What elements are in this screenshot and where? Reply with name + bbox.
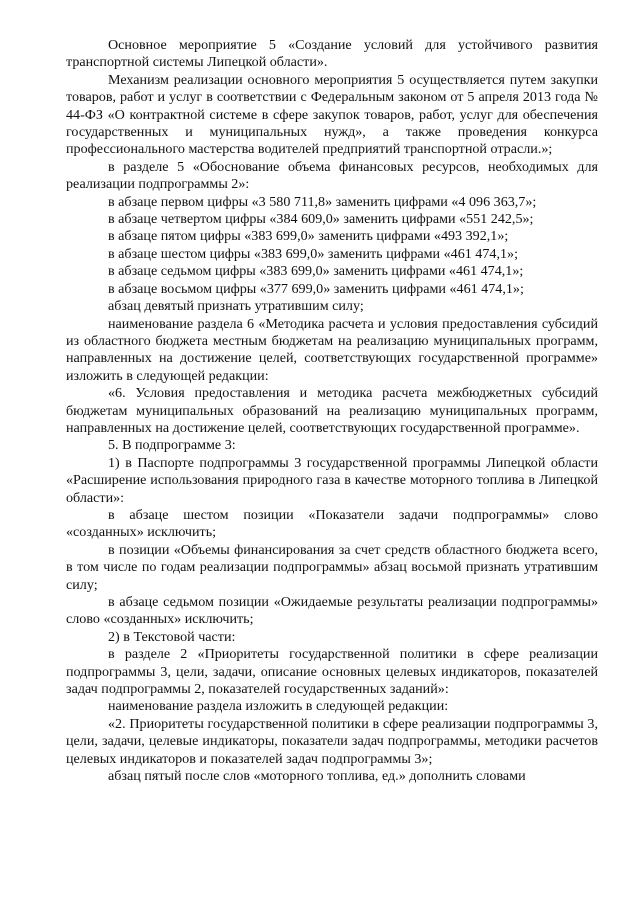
paragraph: в абзаце шестом цифры «383 699,0» заменить цифрами «461 474,1»; <box>108 245 518 262</box>
paragraph: в разделе 5 «Обоснование объема финансовых ресурсов, необходимых для реализации подпрограммы 2»: <box>66 158 598 193</box>
paragraph: 5. В подпрограмме 3: <box>108 437 236 454</box>
document-body <box>66 37 598 785</box>
paragraph: абзац девятый признать утратившим силу; <box>108 298 364 315</box>
paragraph: наименование раздела изложить в следующей редакции: <box>108 698 449 715</box>
paragraph: в разделе 2 «Приоритеты государственной политики в сфере реализации подпрограммы 3, цели, задачи, описание основных целевых индикаторов, показателей задач подпрограммы 2, показателей государственных заданий»: <box>66 646 598 698</box>
paragraph: 1) в Паспорте подпрограммы 3 государственной программы Липецкой области «Расширение использования природного газа в качестве моторного топлива в Липецкой области»: <box>66 454 598 506</box>
paragraph: «6. Условия предоставления и методика расчета межбюджетных субсидий бюджетам муниципальных образований на реализацию муниципальных программ, направленных на достижение целей, соответствующих государственной программе». <box>66 385 598 436</box>
paragraph: Механизм реализации основного мероприятия 5 осуществляется путем закупки товаров, работ и услуг в соответствии с Федеральным законом от 5 апреля 2013 года № 44-ФЗ «О контрактной системе в сфере закупок товаров, работ, услуг для обеспечения государственных и муниципальных нужд», а также проведения конкурса профессионального мастерства водителей предприятий транспортной отрасли.»; <box>66 71 598 158</box>
paragraph: в абзаце пятом цифры «383 699,0» заменить цифрами «493 392,1»; <box>108 228 509 245</box>
paragraph: в позиции «Объемы финансирования за счет средств областного бюджета всего, в том числе по годам реализации подпрограммы» абзац восьмой признать утратившим силу; <box>66 541 598 593</box>
paragraph: в абзаце четвертом цифры «384 609,0» заменить цифрами «551 242,5»; <box>108 211 534 228</box>
paragraph: в абзаце седьмом позиции «Ожидаемые результаты реализации подпрограммы» слово «созданных» исключить; <box>66 594 598 628</box>
paragraph: в абзаце первом цифры «3 580 711,8» заменить цифрами «4 096 363,7»; <box>108 193 537 210</box>
paragraph: Основное мероприятие 5 «Создание условий для устойчивого развития транспортной системы Липецкой области». <box>66 37 598 71</box>
paragraph: «2. Приоритеты государственной политики в сфере реализации подпрограммы 3, цели, задачи, целевые индикаторы, показатели задач подпрограммы, методики расчетов целевых индикаторов и показателей задач подпрограммы 3»; <box>66 715 598 767</box>
paragraph: 2) в Текстовой части: <box>108 628 236 645</box>
paragraph: абзац пятый после слов «моторного топлива, ед.» дополнить словами <box>108 768 526 785</box>
paragraph: наименование раздела 6 «Методика расчета и условия предоставления субсидий из областного бюджета местным бюджетам на реализацию муниципальных программ, направленных на достижение целей, соответствующих государственной программе» изложить в следующей редакции: <box>66 315 598 384</box>
paragraph: в абзаце шестом позиции «Показатели задачи подпрограммы» слово «созданных» исключить; <box>66 506 598 541</box>
paragraph: в абзаце восьмом цифры «377 699,0» заменить цифрами «461 474,1»; <box>108 280 524 297</box>
paragraph: в абзаце седьмом цифры «383 699,0» заменить цифрами «461 474,1»; <box>108 263 524 280</box>
